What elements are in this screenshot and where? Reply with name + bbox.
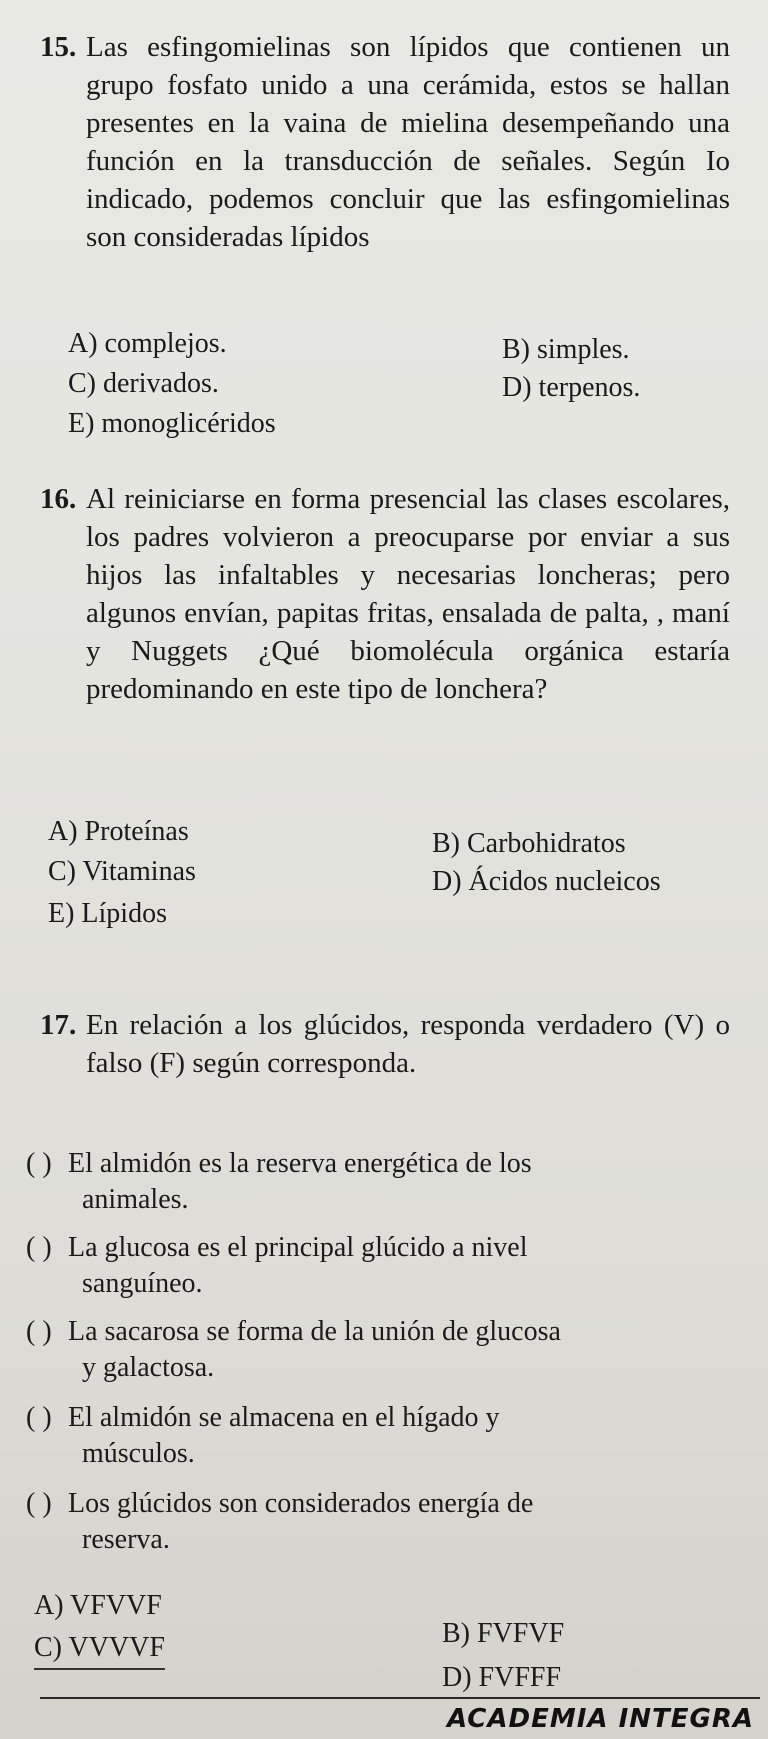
answer-blank[interactable]: ( ) [26,1148,52,1179]
option-b: B) FVFVF [442,1618,565,1649]
answer-blank[interactable]: ( ) [26,1316,52,1347]
question-number: 15. [40,31,77,63]
question-16 [40,480,730,708]
option-b: B) simples. [502,334,630,365]
option-d: D) terpenos. [502,372,641,403]
option-c: C) Vitaminas [48,856,196,887]
footer-brand: ACADEMIA INTEGRA [446,1704,754,1734]
footer-divider [40,1697,760,1699]
tf-item: ( ) La sacarosa se forma de la unión de glucosa y galactosa. [26,1316,561,1383]
question-text: Las esfingomielinas son lípidos que contienen un grupo fosfato unido a una cerámida, estos se hallan presentes en la vaina de mielina desempeñando una función en la transducción de señales. Según Io indicado, podemos concluir que las esfingomielinas son consideradas lípidos [86,31,730,253]
answer-blank[interactable]: ( ) [26,1402,52,1433]
tf-item: ( ) Los glúcidos son considerados energía de reserva. [26,1488,534,1555]
question-text: En relación a los glúcidos, responda verdadero (V) o falso (F) según corresponda. [86,1009,730,1079]
question-text: Al reiniciarse en forma presencial las clases escolares, los padres volvieron a preocuparse por enviar a sus hijos las infaltables y necesarias loncheras; pero algunos envían, papitas fritas, ensalada de palta, , maní y Nuggets ¿Qué biomolécula orgánica estaría predominando en este tipo de lonchera? [86,483,730,705]
answer-blank[interactable]: ( ) [26,1232,52,1263]
option-a: A) Proteínas [48,816,189,847]
question-15 [40,28,730,256]
option-d: D) FVFFF [442,1662,562,1693]
option-c: C) derivados. [68,368,219,399]
option-a: A) VFVVF [34,1590,162,1621]
option-e: E) Lípidos [48,898,167,929]
question-number: 16. [40,483,77,515]
tf-item: ( ) El almidón es la reserva energética de los animales. [26,1148,532,1215]
tf-item: ( ) La glucosa es el principal glúcido a nivel sanguíneo. [26,1232,528,1299]
question-17 [40,1006,730,1082]
tf-item: ( ) El almidón se almacena en el hígado y músculos. [26,1402,500,1469]
option-e: E) monoglicéridos [68,408,276,439]
option-b: B) Carbohidratos [432,828,626,859]
question-number: 17. [40,1009,77,1041]
answer-blank[interactable]: ( ) [26,1488,52,1519]
option-a: A) complejos. [68,328,227,359]
option-c: C) VVVVF [34,1628,165,1670]
option-d: D) Ácidos nucleicos [432,866,661,897]
